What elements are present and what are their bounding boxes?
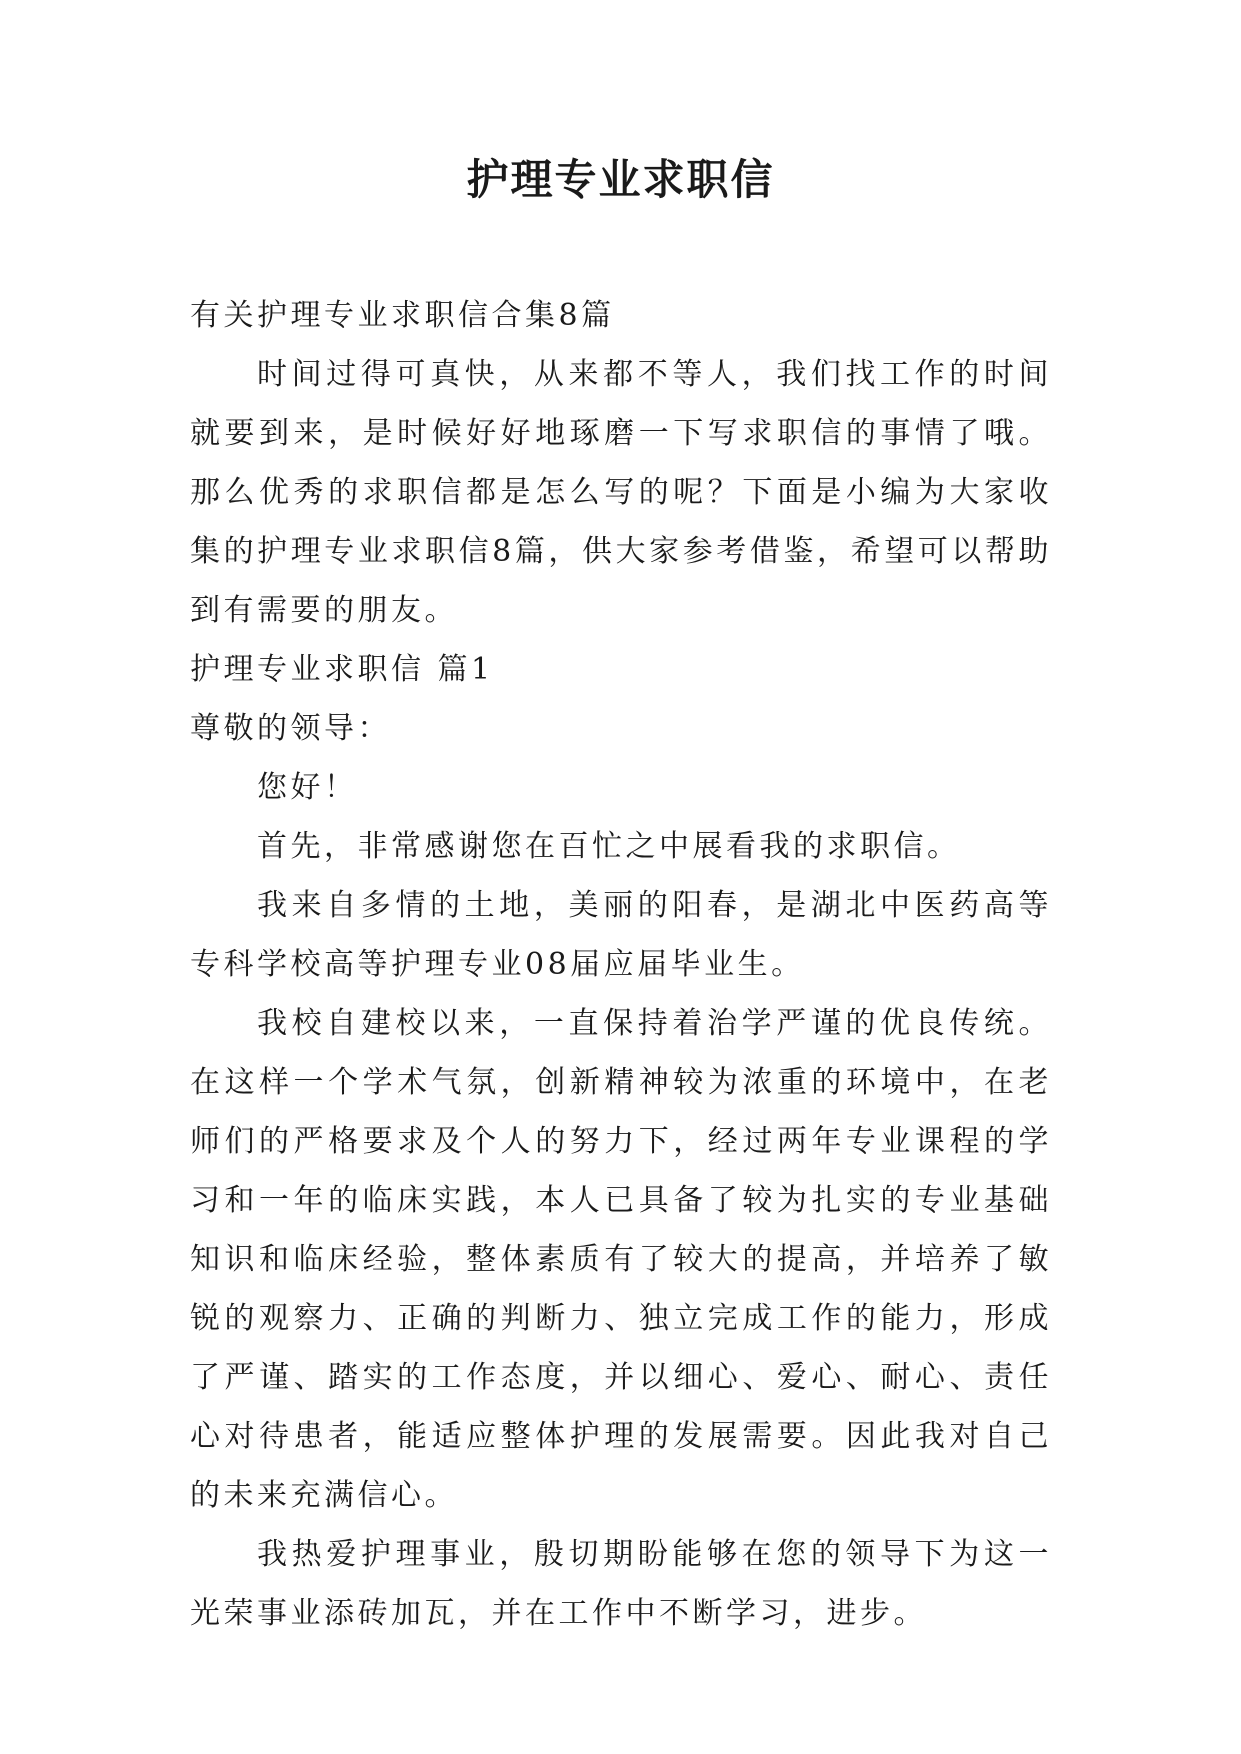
intro-paragraph: 时间过得可真快，从来都不等人，我们找工作的时间就要到来，是时候好好地琢磨一下写求职信的事情了哦。那么优秀的求职信都是怎么写的呢？下面是小编为大家收集的护理专业求职信8篇，供大家参考借鉴，希望可以帮助到有需要的朋友。 (190, 357, 1052, 628)
body-paragraph: 我校自建校以来，一直保持着治学严谨的优良传统。在这样一个学术气氛，创新精神较为浓重的环境中，在老师们的严格要求及个人的努力下，经过两年专业课程的学习和一年的临床实践，本人已具备了较为扎实的专业基础知识和临床经验，整体素质有了较大的提高，并培养了敏锐的观察力、正确的判断力、独立完成工作的能力，形成了严谨、踏实的工作态度，并以细心、爱心、耐心、责任心对待患者，能适应整体护理的发展需要。因此我对自己的未来充满信心。 (190, 1006, 1052, 1513)
greeting: 您好！ (257, 770, 358, 805)
section-heading: 护理专业求职信 篇1 (190, 652, 494, 687)
document-body (190, 286, 1052, 1643)
intro-line: 有关护理专业求职信合集8篇 (190, 298, 615, 333)
salutation: 尊敬的领导： (190, 711, 391, 746)
body-paragraph: 首先，非常感谢您在百忙之中展看我的求职信。 (257, 829, 961, 864)
body-paragraph: 我热爱护理事业，殷切期盼能够在您的领导下为这一光荣事业添砖加瓦，并在工作中不断学习，进步。 (190, 1537, 1052, 1631)
body-paragraph: 我来自多情的土地，美丽的阳春，是湖北中医药高等专科学校高等护理专业08届应届毕业生。 (190, 888, 1052, 982)
document-title: 护理专业求职信 (466, 155, 775, 204)
